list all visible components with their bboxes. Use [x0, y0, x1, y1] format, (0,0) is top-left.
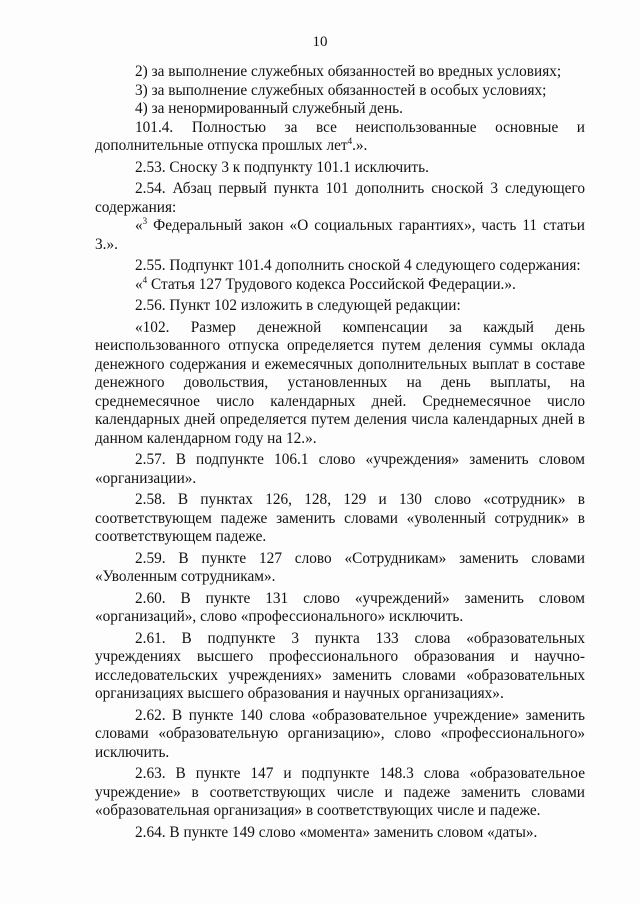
footnote-4-text	[95, 276, 585, 295]
paragraph-2-64	[95, 824, 585, 843]
paragraph-text: 2) за выполнение служебных обязанностей во вредных условиях;	[135, 63, 562, 80]
paragraph-item-2	[95, 63, 585, 82]
paragraph-text: 2.60. В пункте 131 слово «учреждений» заменить словом «организаций», слово «профессионального» исключить.	[95, 589, 585, 625]
paragraph-2-57	[95, 451, 585, 488]
paragraph-text: 2.61. В подпункте 3 пункта 133 слова «образовательных учреждениях высшего профессионального образования и научно-исследовательских учреждениях» заменить словами «образовательных организациях высшего образования и научных организациях».	[95, 629, 585, 702]
paragraph-text: 2.64. В пункте 149 слово «момента» заменить словом «даты».	[135, 823, 538, 841]
paragraph-text: 2.57. В подпункте 106.1 слово «учреждения» заменить словом «организации».	[95, 451, 585, 487]
paragraph-2-58	[95, 491, 585, 547]
page-number: 10	[312, 34, 328, 50]
paragraph-text: 2.63. В пункте 147 и подпункте 148.3 слова «образовательное учреждение» в соответствующих числе и падеже заменить словами «образовательная организация» в соответствующих числе и падеже.	[95, 765, 585, 819]
paragraph-text: 2.58. В пунктах 126, 128, 129 и 130 слово «сотрудник» в соответствующем падеже заменить словами «уволенный сотрудник» в соответствующем падеже.	[95, 491, 585, 545]
paragraph-2-63	[95, 765, 585, 821]
paragraph-text: 4) за ненормированный служебный день.	[135, 100, 403, 117]
paragraph-item-3	[95, 82, 585, 101]
paragraph-text: 2.59. В пункте 127 слово «Сотрудникам» заменить словами «Уволенным сотрудникам».	[95, 549, 585, 585]
paragraph-2-60	[95, 590, 585, 627]
document-body	[95, 63, 585, 842]
paragraph-text: 101.4. Полностью за все неиспользованные основные и дополнительные отпуска прошлых лет	[95, 118, 585, 154]
paragraph-text: «102. Размер денежной компенсации за каждый день неиспользованного отпуска определяется путем деления суммы оклада денежного содержания и ежемесячных дополнительных выплат в составе денежного довольствия, установленных на день выплаты, на среднемесячное число календарных дней. Среднемесячное число календарных дней определяется путем деления числа календарных дней в данном календарном году на 12.».	[95, 318, 585, 447]
paragraph-text: «	[135, 275, 143, 293]
paragraph-text: 3) за выполнение служебных обязанностей в особых условиях;	[135, 81, 547, 99]
paragraph-text: 2.62. В пункте 140 слова «образовательное учреждение» заменить словами «образовательную организацию», слово «профессионального» исключить.	[95, 706, 585, 761]
paragraph-text: 2.54. Абзац первый пункта 101 дополнить сноской 3 следующего содержания:	[95, 180, 585, 216]
paragraph-text: 2.53. Сноску 3 к подпункту 101.1 исключить.	[135, 158, 429, 176]
paragraph-102	[95, 319, 585, 449]
paragraph-2-59	[95, 550, 585, 587]
paragraph-text: 2.56. Пункт 102 изложить в следующей редакции:	[135, 297, 461, 314]
footnote-marker: 4	[347, 135, 353, 146]
paragraph-text: «	[135, 217, 143, 234]
paragraph-tail: Статья 127 Трудового кодекса Российской Федерации.».	[147, 275, 516, 293]
paragraph-item-4	[95, 100, 585, 119]
footnote-marker: 3	[142, 215, 148, 226]
paragraph-2-61	[95, 630, 585, 704]
paragraph-101-4	[95, 119, 585, 156]
paragraph-2-56	[95, 297, 585, 316]
paragraph-2-54	[95, 180, 585, 217]
footnote-3-text	[95, 217, 585, 254]
paragraph-text: 2.55. Подпункт 101.4 дополнить сноской 4 следующего содержания:	[135, 257, 581, 274]
paragraph-tail: .».	[352, 137, 368, 154]
paragraph-2-55	[95, 257, 585, 276]
footnote-marker: 4	[142, 274, 148, 285]
paragraph-2-62	[95, 707, 585, 763]
paragraph-tail: Федеральный закон «О социальных гарантиях», часть 11 статьи 3.».	[95, 217, 585, 253]
paragraph-2-53	[95, 159, 585, 178]
